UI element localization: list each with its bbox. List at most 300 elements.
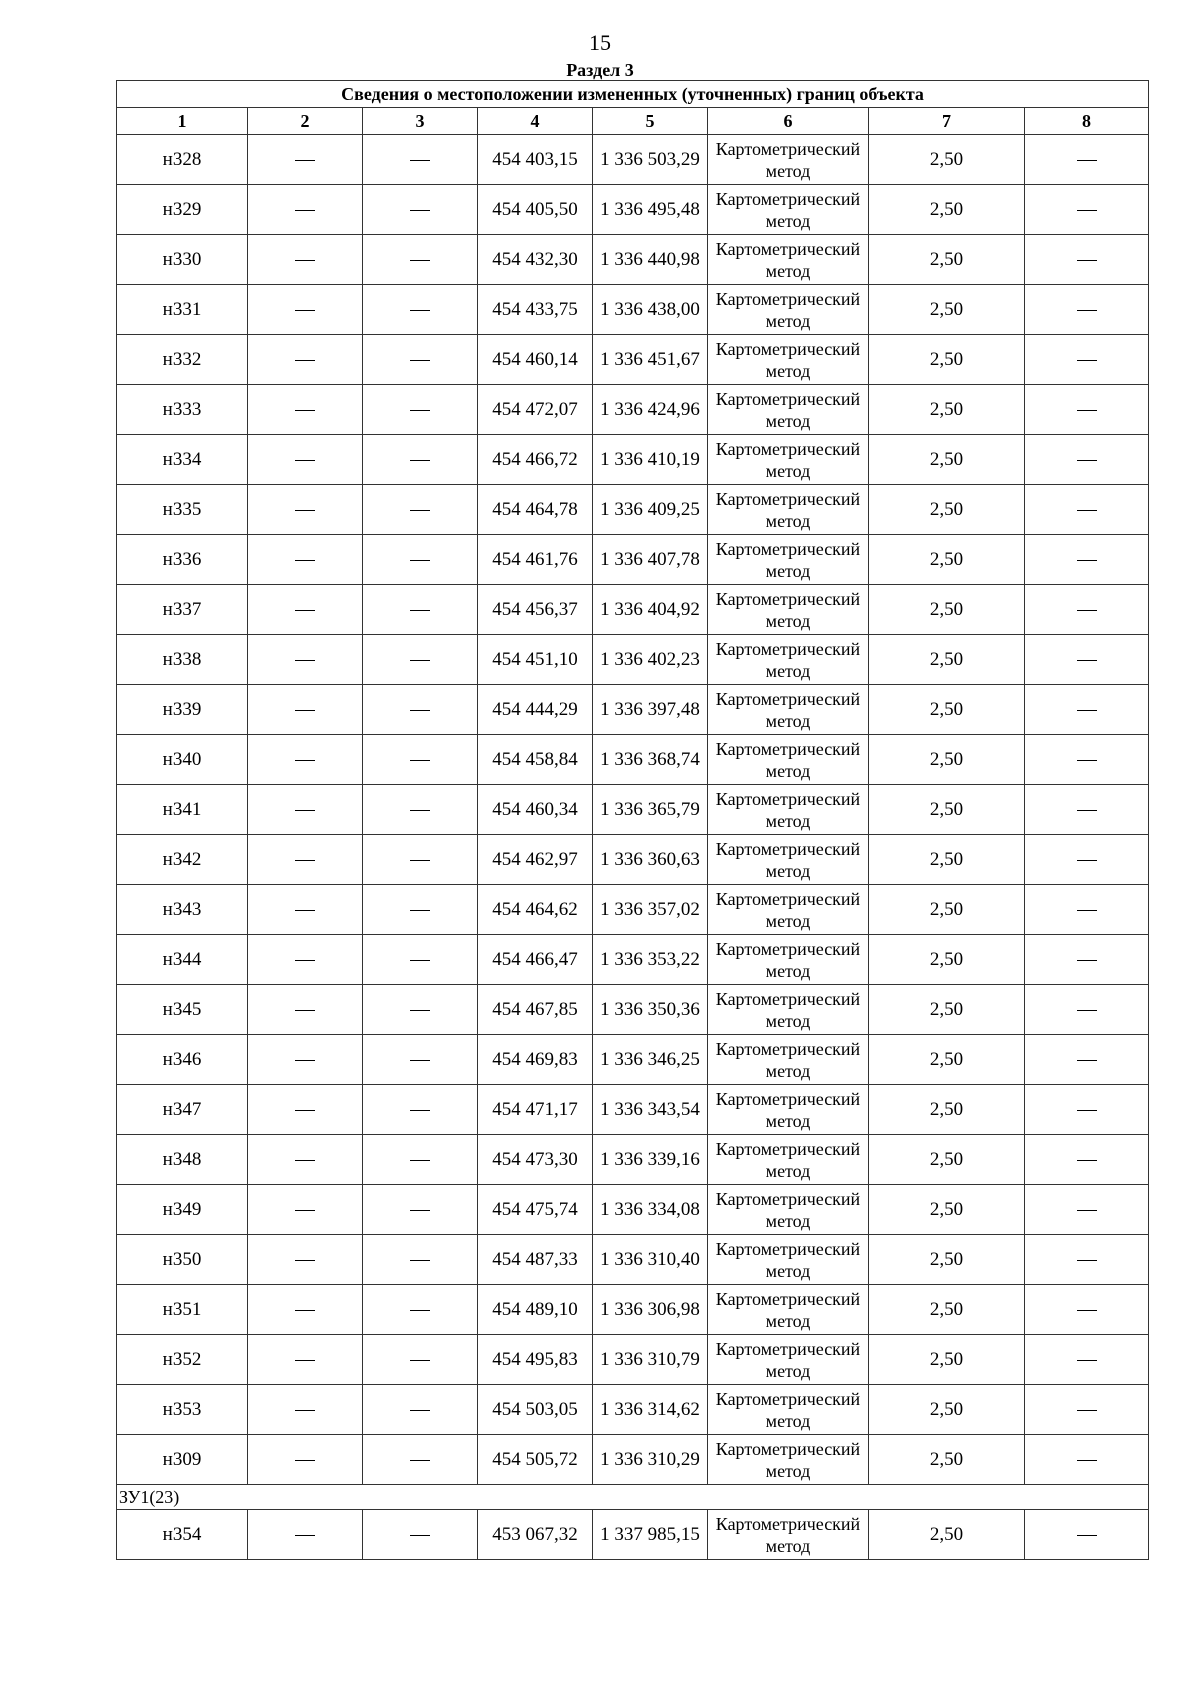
table-row <box>117 1185 1149 1235</box>
y-coordinate-cell: 1 336 409,25 <box>593 485 708 535</box>
dash-mark <box>1077 910 1097 911</box>
y-coordinate-cell: 1 336 306,98 <box>593 1285 708 1335</box>
empty-value-cell <box>363 585 478 635</box>
empty-value-cell <box>248 585 363 635</box>
empty-value-cell <box>1025 1185 1149 1235</box>
x-coordinate-cell: 454 489,10 <box>478 1285 593 1335</box>
point-name-cell: н331 <box>117 285 248 335</box>
y-coordinate-cell: 1 336 368,74 <box>593 735 708 785</box>
dash-mark <box>1077 560 1097 561</box>
dash-mark <box>1077 410 1097 411</box>
y-coordinate-cell: 1 336 495,48 <box>593 185 708 235</box>
method-cell: Картометрический метод <box>708 935 869 985</box>
empty-value-cell <box>248 1085 363 1135</box>
dash-mark <box>410 1210 430 1211</box>
dash-mark <box>1077 860 1097 861</box>
empty-value-cell <box>248 885 363 935</box>
empty-value-cell <box>248 1235 363 1285</box>
empty-value-cell <box>363 185 478 235</box>
empty-value-cell <box>248 1185 363 1235</box>
dash-mark <box>1077 460 1097 461</box>
dash-mark <box>1077 1360 1097 1361</box>
x-coordinate-cell: 454 451,10 <box>478 635 593 685</box>
dash-mark <box>1077 810 1097 811</box>
dash-mark <box>1077 1535 1097 1536</box>
dash-mark <box>295 710 315 711</box>
dash-mark <box>410 610 430 611</box>
empty-value-cell <box>363 235 478 285</box>
empty-value-cell <box>248 535 363 585</box>
point-name-cell: н330 <box>117 235 248 285</box>
precision-cell: 2,50 <box>869 585 1025 635</box>
table-row <box>117 385 1149 435</box>
empty-value-cell <box>363 435 478 485</box>
dash-mark <box>1077 310 1097 311</box>
dash-mark <box>1077 1160 1097 1161</box>
precision-cell: 2,50 <box>869 1335 1025 1385</box>
group-row <box>117 1485 1149 1510</box>
y-coordinate-cell: 1 336 424,96 <box>593 385 708 435</box>
point-name-cell: н334 <box>117 435 248 485</box>
dash-mark <box>295 510 315 511</box>
empty-value-cell <box>363 1235 478 1285</box>
empty-value-cell <box>1025 285 1149 335</box>
empty-value-cell <box>363 385 478 435</box>
dash-mark <box>1077 1060 1097 1061</box>
point-name-cell: н341 <box>117 785 248 835</box>
table-row <box>117 935 1149 985</box>
table-row <box>117 435 1149 485</box>
dash-mark <box>295 560 315 561</box>
empty-value-cell <box>248 1510 363 1560</box>
empty-value-cell <box>248 135 363 185</box>
dash-mark <box>410 810 430 811</box>
x-coordinate-cell: 454 460,34 <box>478 785 593 835</box>
point-name-cell: н336 <box>117 535 248 585</box>
column-header: 3 <box>363 108 478 135</box>
empty-value-cell <box>248 985 363 1035</box>
x-coordinate-cell: 454 464,78 <box>478 485 593 535</box>
dash-mark <box>410 260 430 261</box>
precision-cell: 2,50 <box>869 235 1025 285</box>
empty-value-cell <box>248 385 363 435</box>
precision-cell: 2,50 <box>869 485 1025 535</box>
dash-mark <box>410 710 430 711</box>
precision-cell: 2,50 <box>869 1135 1025 1185</box>
method-cell: Картометрический метод <box>708 135 869 185</box>
table-row <box>117 1135 1149 1185</box>
point-name-cell: н345 <box>117 985 248 1035</box>
dash-mark <box>295 960 315 961</box>
dash-mark <box>410 1310 430 1311</box>
dash-mark <box>295 360 315 361</box>
dash-mark <box>410 660 430 661</box>
empty-value-cell <box>1025 135 1149 185</box>
table-row <box>117 685 1149 735</box>
y-coordinate-cell: 1 336 451,67 <box>593 335 708 385</box>
x-coordinate-cell: 454 461,76 <box>478 535 593 585</box>
empty-value-cell <box>1025 1135 1149 1185</box>
dash-mark <box>295 1210 315 1211</box>
x-coordinate-cell: 454 469,83 <box>478 1035 593 1085</box>
empty-value-cell <box>1025 1085 1149 1135</box>
point-name-cell: н309 <box>117 1435 248 1485</box>
dash-mark <box>1077 1010 1097 1011</box>
point-name-cell: н348 <box>117 1135 248 1185</box>
method-cell: Картометрический метод <box>708 335 869 385</box>
precision-cell: 2,50 <box>869 935 1025 985</box>
empty-value-cell <box>248 785 363 835</box>
dash-mark <box>295 1460 315 1461</box>
empty-value-cell <box>248 1285 363 1335</box>
empty-value-cell <box>363 285 478 335</box>
dash-mark <box>295 1260 315 1261</box>
method-cell: Картометрический метод <box>708 1185 869 1235</box>
table-row <box>117 735 1149 785</box>
empty-value-cell <box>1025 1335 1149 1385</box>
dash-mark <box>295 1360 315 1361</box>
empty-value-cell <box>1025 985 1149 1035</box>
dash-mark <box>295 660 315 661</box>
method-cell: Картометрический метод <box>708 235 869 285</box>
dash-mark <box>1077 260 1097 261</box>
method-cell: Картометрический метод <box>708 1085 869 1135</box>
table-row <box>117 535 1149 585</box>
empty-value-cell <box>1025 185 1149 235</box>
point-name-cell: н332 <box>117 335 248 385</box>
empty-value-cell <box>1025 485 1149 535</box>
table-row <box>117 635 1149 685</box>
empty-value-cell <box>363 1435 478 1485</box>
precision-cell: 2,50 <box>869 835 1025 885</box>
empty-value-cell <box>248 1135 363 1185</box>
empty-value-cell <box>248 1035 363 1085</box>
dash-mark <box>410 1535 430 1536</box>
point-name-cell: н338 <box>117 635 248 685</box>
x-coordinate-cell: 454 487,33 <box>478 1235 593 1285</box>
x-coordinate-cell: 454 405,50 <box>478 185 593 235</box>
method-cell: Картометрический метод <box>708 885 869 935</box>
x-coordinate-cell: 454 471,17 <box>478 1085 593 1135</box>
point-name-cell: н343 <box>117 885 248 935</box>
table-caption: Сведения о местоположении измененных (уточненных) границ объекта <box>117 81 1149 108</box>
empty-value-cell <box>363 735 478 785</box>
x-coordinate-cell: 454 460,14 <box>478 335 593 385</box>
table-row <box>117 285 1149 335</box>
precision-cell: 2,50 <box>869 685 1025 735</box>
dash-mark <box>1077 210 1097 211</box>
dash-mark <box>295 860 315 861</box>
method-cell: Картометрический метод <box>708 435 869 485</box>
precision-cell: 2,50 <box>869 1385 1025 1435</box>
x-coordinate-cell: 454 475,74 <box>478 1185 593 1235</box>
dash-mark <box>295 610 315 611</box>
empty-value-cell <box>1025 1035 1149 1085</box>
empty-value-cell <box>363 985 478 1035</box>
dash-mark <box>410 1260 430 1261</box>
dash-mark <box>1077 1460 1097 1461</box>
dash-mark <box>410 310 430 311</box>
dash-mark <box>295 910 315 911</box>
dash-mark <box>295 1010 315 1011</box>
x-coordinate-cell: 454 462,97 <box>478 835 593 885</box>
point-name-cell: н350 <box>117 1235 248 1285</box>
x-coordinate-cell: 454 503,05 <box>478 1385 593 1435</box>
empty-value-cell <box>1025 535 1149 585</box>
table-row <box>117 185 1149 235</box>
column-header: 7 <box>869 108 1025 135</box>
empty-value-cell <box>1025 1435 1149 1485</box>
x-coordinate-cell: 454 456,37 <box>478 585 593 635</box>
method-cell: Картометрический метод <box>708 635 869 685</box>
dash-mark <box>410 210 430 211</box>
empty-value-cell <box>1025 1510 1149 1560</box>
empty-value-cell <box>363 635 478 685</box>
dash-mark <box>1077 660 1097 661</box>
method-cell: Картометрический метод <box>708 1285 869 1335</box>
column-header: 4 <box>478 108 593 135</box>
precision-cell: 2,50 <box>869 735 1025 785</box>
empty-value-cell <box>1025 735 1149 785</box>
empty-value-cell <box>248 485 363 535</box>
point-name-cell: н339 <box>117 685 248 735</box>
method-cell: Картометрический метод <box>708 735 869 785</box>
x-coordinate-cell: 454 464,62 <box>478 885 593 935</box>
dash-mark <box>410 1360 430 1361</box>
y-coordinate-cell: 1 336 350,36 <box>593 985 708 1035</box>
empty-value-cell <box>1025 1385 1149 1435</box>
empty-value-cell <box>363 485 478 535</box>
table-row <box>117 585 1149 635</box>
precision-cell: 2,50 <box>869 185 1025 235</box>
dash-mark <box>410 560 430 561</box>
point-name-cell: н340 <box>117 735 248 785</box>
empty-value-cell <box>248 1385 363 1435</box>
point-name-cell: н353 <box>117 1385 248 1435</box>
y-coordinate-cell: 1 336 357,02 <box>593 885 708 935</box>
empty-value-cell <box>1025 335 1149 385</box>
empty-value-cell <box>248 435 363 485</box>
dash-mark <box>1077 510 1097 511</box>
table-row <box>117 1435 1149 1485</box>
method-cell: Картометрический метод <box>708 1135 869 1185</box>
y-coordinate-cell: 1 336 397,48 <box>593 685 708 735</box>
point-name-cell: н349 <box>117 1185 248 1235</box>
point-name-cell: н328 <box>117 135 248 185</box>
empty-value-cell <box>363 1510 478 1560</box>
empty-value-cell <box>1025 835 1149 885</box>
empty-value-cell <box>363 1035 478 1085</box>
group-label: ЗУ1(23) <box>117 1485 1149 1510</box>
precision-cell: 2,50 <box>869 785 1025 835</box>
dash-mark <box>295 460 315 461</box>
x-coordinate-cell: 454 505,72 <box>478 1435 593 1485</box>
method-cell: Картометрический метод <box>708 1435 869 1485</box>
y-coordinate-cell: 1 336 310,40 <box>593 1235 708 1285</box>
x-coordinate-cell: 454 473,30 <box>478 1135 593 1185</box>
empty-value-cell <box>1025 635 1149 685</box>
point-name-cell: н352 <box>117 1335 248 1385</box>
dash-mark <box>410 410 430 411</box>
empty-value-cell <box>248 835 363 885</box>
x-coordinate-cell: 454 495,83 <box>478 1335 593 1385</box>
dash-mark <box>1077 360 1097 361</box>
dash-mark <box>295 760 315 761</box>
y-coordinate-cell: 1 337 985,15 <box>593 1510 708 1560</box>
method-cell: Картометрический метод <box>708 685 869 735</box>
column-header: 5 <box>593 108 708 135</box>
dash-mark <box>1077 710 1097 711</box>
precision-cell: 2,50 <box>869 635 1025 685</box>
empty-value-cell <box>363 1285 478 1335</box>
method-cell: Картометрический метод <box>708 985 869 1035</box>
precision-cell: 2,50 <box>869 335 1025 385</box>
precision-cell: 2,50 <box>869 385 1025 435</box>
empty-value-cell <box>363 685 478 735</box>
method-cell: Картометрический метод <box>708 1385 869 1435</box>
method-cell: Картометрический метод <box>708 485 869 535</box>
empty-value-cell <box>363 835 478 885</box>
section-title: Раздел 3 <box>566 60 634 80</box>
empty-value-cell <box>1025 935 1149 985</box>
dash-mark <box>410 1010 430 1011</box>
empty-value-cell <box>1025 585 1149 635</box>
point-name-cell: н333 <box>117 385 248 435</box>
dash-mark <box>295 1310 315 1311</box>
dash-mark <box>410 1060 430 1061</box>
x-coordinate-cell: 454 466,47 <box>478 935 593 985</box>
table-row <box>117 885 1149 935</box>
empty-value-cell <box>1025 685 1149 735</box>
point-name-cell: н337 <box>117 585 248 635</box>
method-cell: Картометрический метод <box>708 785 869 835</box>
dash-mark <box>295 1410 315 1411</box>
x-coordinate-cell: 454 458,84 <box>478 735 593 785</box>
dash-mark <box>1077 760 1097 761</box>
dash-mark <box>295 260 315 261</box>
empty-value-cell <box>363 935 478 985</box>
empty-value-cell <box>1025 1235 1149 1285</box>
point-name-cell: н342 <box>117 835 248 885</box>
table-row <box>117 1285 1149 1335</box>
dash-mark <box>295 410 315 411</box>
page-number: 15 <box>589 30 611 55</box>
x-coordinate-cell: 454 403,15 <box>478 135 593 185</box>
table-row <box>117 985 1149 1035</box>
method-cell: Картометрический метод <box>708 1035 869 1085</box>
y-coordinate-cell: 1 336 310,79 <box>593 1335 708 1385</box>
column-header: 6 <box>708 108 869 135</box>
empty-value-cell <box>248 1435 363 1485</box>
precision-cell: 2,50 <box>869 1185 1025 1235</box>
dash-mark <box>1077 1210 1097 1211</box>
dash-mark <box>295 310 315 311</box>
x-coordinate-cell: 454 466,72 <box>478 435 593 485</box>
dash-mark <box>295 810 315 811</box>
empty-value-cell <box>1025 1285 1149 1335</box>
dash-mark <box>1077 960 1097 961</box>
method-cell: Картометрический метод <box>708 535 869 585</box>
point-name-cell: н346 <box>117 1035 248 1085</box>
x-coordinate-cell: 453 067,32 <box>478 1510 593 1560</box>
empty-value-cell <box>363 135 478 185</box>
dash-mark <box>410 760 430 761</box>
x-coordinate-cell: 454 472,07 <box>478 385 593 435</box>
empty-value-cell <box>1025 785 1149 835</box>
table-row <box>117 1035 1149 1085</box>
dash-mark <box>410 860 430 861</box>
x-coordinate-cell: 454 433,75 <box>478 285 593 335</box>
table-row <box>117 485 1149 535</box>
precision-cell: 2,50 <box>869 1510 1025 1560</box>
empty-value-cell <box>363 1185 478 1235</box>
precision-cell: 2,50 <box>869 535 1025 585</box>
table-row <box>117 1510 1149 1560</box>
dash-mark <box>1077 160 1097 161</box>
y-coordinate-cell: 1 336 438,00 <box>593 285 708 335</box>
precision-cell: 2,50 <box>869 985 1025 1035</box>
empty-value-cell <box>363 1085 478 1135</box>
table-row <box>117 1235 1149 1285</box>
dash-mark <box>1077 1310 1097 1311</box>
coordinates-table <box>116 80 1149 1560</box>
empty-value-cell <box>363 1335 478 1385</box>
empty-value-cell <box>248 235 363 285</box>
column-header: 8 <box>1025 108 1149 135</box>
y-coordinate-cell: 1 336 346,25 <box>593 1035 708 1085</box>
precision-cell: 2,50 <box>869 1285 1025 1335</box>
empty-value-cell <box>1025 885 1149 935</box>
dash-mark <box>295 160 315 161</box>
precision-cell: 2,50 <box>869 1035 1025 1085</box>
table-row <box>117 1335 1149 1385</box>
dash-mark <box>295 210 315 211</box>
point-name-cell: н347 <box>117 1085 248 1135</box>
precision-cell: 2,50 <box>869 285 1025 335</box>
dash-mark <box>1077 1260 1097 1261</box>
point-name-cell: н335 <box>117 485 248 535</box>
y-coordinate-cell: 1 336 407,78 <box>593 535 708 585</box>
empty-value-cell <box>248 185 363 235</box>
y-coordinate-cell: 1 336 353,22 <box>593 935 708 985</box>
y-coordinate-cell: 1 336 343,54 <box>593 1085 708 1135</box>
table-row <box>117 235 1149 285</box>
method-cell: Картометрический метод <box>708 835 869 885</box>
precision-cell: 2,50 <box>869 1085 1025 1135</box>
table-row <box>117 1085 1149 1135</box>
dash-mark <box>410 1410 430 1411</box>
dash-mark <box>1077 1110 1097 1111</box>
precision-cell: 2,50 <box>869 1235 1025 1285</box>
point-name-cell: н344 <box>117 935 248 985</box>
table-row <box>117 785 1149 835</box>
dash-mark <box>410 460 430 461</box>
dash-mark <box>410 1110 430 1111</box>
dash-mark <box>410 1460 430 1461</box>
method-cell: Картометрический метод <box>708 285 869 335</box>
dash-mark <box>1077 1410 1097 1411</box>
y-coordinate-cell: 1 336 310,29 <box>593 1435 708 1485</box>
dash-mark <box>295 1060 315 1061</box>
y-coordinate-cell: 1 336 503,29 <box>593 135 708 185</box>
empty-value-cell <box>248 685 363 735</box>
x-coordinate-cell: 454 444,29 <box>478 685 593 735</box>
empty-value-cell <box>363 1135 478 1185</box>
x-coordinate-cell: 454 432,30 <box>478 235 593 285</box>
table-row <box>117 135 1149 185</box>
precision-cell: 2,50 <box>869 885 1025 935</box>
empty-value-cell <box>1025 235 1149 285</box>
